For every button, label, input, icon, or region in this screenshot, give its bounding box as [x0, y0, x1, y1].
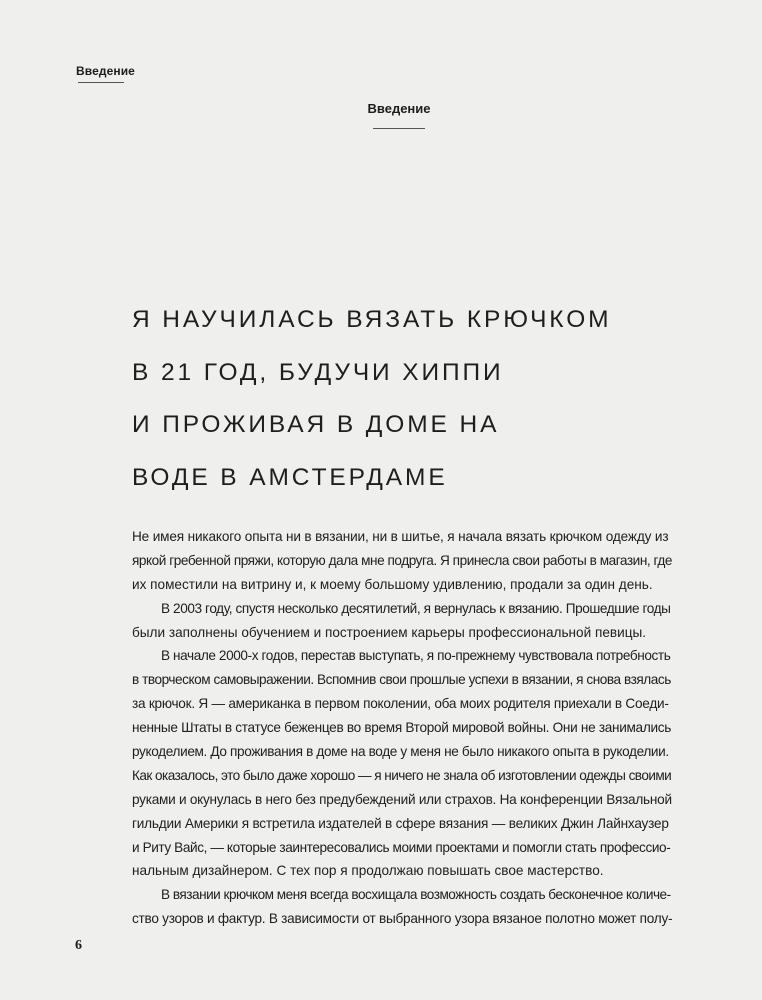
body-line: Как оказалось, это было даже хорошо — я ничего не знала об изготовлении одежды своими	[132, 767, 672, 783]
body-line: нальным дизайнером. С тех пор я продолжаю повышать свое мастерство.	[132, 863, 604, 879]
running-head: Введение	[76, 64, 135, 78]
headline-line: И ПРОЖИВАЯ В ДОМЕ НА	[132, 411, 500, 438]
body-line: ненные Штаты в статусе беженцев во время Второй мировой войны. Они не занимались	[132, 720, 672, 736]
body-line: за крючок. Я — американка в первом поколении, оба моих родителя приехали в Соеди-	[132, 696, 669, 712]
page-number: 6	[75, 938, 82, 953]
body-line: руками и окунулась в него без предубеждений или страхов. На конференции Вязальной	[132, 791, 672, 807]
body-text	[132, 525, 672, 931]
body-line: яркой гребенной пряжи, которую дала мне подруга. Я принесла свои работы в магазин, где	[132, 552, 673, 568]
section-title: Введение	[367, 101, 431, 116]
body-line: рукоделием. До проживания в доме на воде у меня не было никакого опыта в рукоделии.	[132, 744, 669, 760]
body-line: были заполнены обучением и построением карьеры профессиональной певицы.	[132, 624, 647, 640]
body-line: ство узоров и фактур. В зависимости от выбранного узора вязаное полотно может полу-	[132, 911, 673, 927]
running-head-rule	[78, 82, 124, 83]
headline-line: Я НАУЧИЛАСЬ ВЯЗАТЬ КРЮЧКОМ	[132, 306, 612, 333]
body-line: Не имея никакого опыта ни в вязании, ни в шитье, я начала вязать крючком одежду из	[132, 529, 669, 544]
headline	[132, 294, 611, 504]
headline-line: ВОДЕ В АМСТЕРДАМЕ	[132, 463, 448, 491]
body-line: В начале 2000-х годов, перестав выступать, я по-прежнему чувствовала потребность	[161, 648, 671, 664]
body-line: и Риту Вайс, — которые заинтересовались моими проектами и помогли стать профессио-	[132, 839, 671, 855]
body-line: В вязании крючком меня всегда восхищала возможность создать бесконечное количе-	[161, 887, 671, 903]
body-line: их поместили на витрину и, к моему большому удивлению, продали за один день.	[132, 576, 653, 592]
headline-line: В 21 ГОД, БУДУЧИ ХИППИ	[132, 358, 504, 386]
body-line: в творческом самовыражении. Вспомнив свои прошлые успехи в вязании, я снова взялась	[132, 672, 671, 688]
body-line: гильдии Америки я встретила издателей в сфере вязания — великих Джин Лайнхаузер	[132, 815, 669, 831]
section-title-rule	[373, 128, 425, 129]
body-line: В 2003 году, спустя несколько десятилетий, я вернулась к вязанию. Прошедшие годы	[161, 600, 671, 616]
